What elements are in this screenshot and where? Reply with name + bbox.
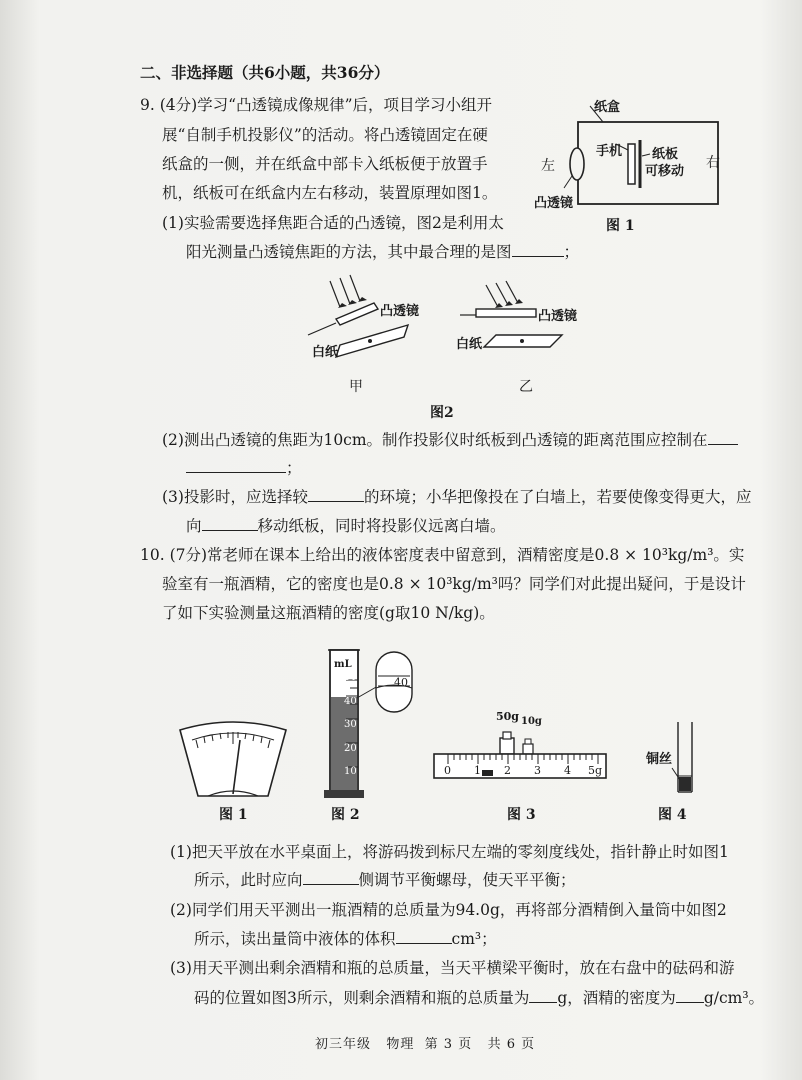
q9-line-2: 展“自制手机投影仪”的活动。将凸透镜固定在硬 [162,126,488,144]
q10-part3-line-2: 码的位置如图3所示，则剩余酒精和瓶的总质量为 g，酒精的密度为 g/cm³。 [194,989,765,1007]
q9-part2-line-2: ； [186,458,302,478]
answer-blank[interactable] [202,516,258,531]
fig1-left-label: 左 [541,158,555,174]
q9-figure-2 [300,275,600,375]
fig2-name-a: 甲 [349,379,363,395]
q10-figure-1-dial [178,720,288,800]
answer-blank[interactable] [512,242,564,257]
scale-tick-1: 1 [474,764,481,777]
q10-figure-4-tube [672,718,702,798]
answer-blank[interactable] [708,430,738,445]
scale-tick-3: 3 [534,764,541,777]
q9-line-1: 9. (4分)学习“凸透镜成像规律”后，项目学习小组开 [140,96,493,114]
fig2-paper-b-label: 白纸 [456,337,483,352]
fig2-lens-b-label: 凸透镜 [538,309,578,324]
q10-line-1: 10. (7分)常老师在课本上给出的液体密度表中留意到，酒精密度是0.8 × 10³kg/m³。实 [140,546,745,564]
q10-cap-2: 图 2 [331,807,360,823]
q9-part3-line-1: (3)投影时，应选择较 的环境；小华把像投在了白墙上，若要使像变得更大，应 [162,488,752,506]
q9-part1-line-2: 阳光测量凸透镜焦距的方法，其中最合理的是图 ； [186,243,580,261]
cylinder-tick-20: 20 [344,743,357,754]
section-title: 二、非选择题（共6小题，共36分） [140,63,390,82]
q10-part1-line-2: 所示，此时应向 侧调节平衡螺母，使天平平衡； [194,871,576,889]
q9-part2-line-1: (2)测出凸透镜的焦距为10cm。制作投影仪时纸板到凸透镜的距离范围应控制在 [162,430,738,450]
q10-part1-line-1: (1)把天平放在水平桌面上，将游码拨到标尺左端的零刻度线处，指针静止时如图1 [170,843,729,861]
fig1-box-label: 纸盒 [594,100,621,115]
fig1-phone-label: 手机 [596,144,623,159]
q10-line-2: 验室有一瓶酒精，它的密度也是0.8 × 10³kg/m³吗？同学们对此提出疑问，于是设计 [162,575,746,593]
cylinder-tick-10: 10 [344,766,357,777]
cylinder-tick-50: 50 [344,672,357,683]
q10-part2-line-2: 所示，读出量筒中液体的体积 cm³； [194,930,497,948]
wire-label: 铜丝 [646,752,673,767]
answer-blank[interactable] [676,988,704,1003]
page-footer: 初三年级 物理 第 3 页 共 6 页 [315,1037,536,1052]
answer-blank[interactable] [186,458,286,473]
answer-blank[interactable] [308,487,364,502]
fig2-name-b: 乙 [519,379,533,395]
fig2-lens-a-label: 凸透镜 [380,304,420,319]
scale-tick-0: 0 [444,764,451,777]
cylinder-tick-30: 30 [344,719,357,730]
q10-part3-line-1: (3)用天平测出剩余酒精和瓶的总质量，当天平横梁平衡时，放在右盘中的砝码和游 [170,959,735,977]
weight-10g-label: 10g [521,716,542,727]
scale-tick-4: 4 [564,764,571,777]
cylinder-unit: mL [334,659,352,670]
fig1-board-label-1: 纸板 [652,147,679,162]
fig1-lens-label: 凸透镜 [534,196,574,211]
zoom-value: 40 [394,676,408,689]
cylinder-tick-40: 40 [344,696,357,707]
answer-blank[interactable] [396,929,452,944]
q9-part3-line-2: 向 移动纸板，同时将投影仪远离白墙。 [186,517,506,535]
fig2-caption: 图2 [430,405,454,421]
scale-tick-2: 2 [504,764,511,777]
q9-line-4: 机，纸板可在纸盒内左右移动，装置原理如图1。 [162,184,498,202]
scale-tick-5g: 5g [588,764,603,777]
answer-blank[interactable] [529,988,557,1003]
fig1-right-label: 右 [706,155,720,171]
rider-marker [482,770,493,776]
q10-line-3: 了如下实验测量这瓶酒精的密度(g取10 N/kg)。 [162,604,495,622]
answer-blank[interactable] [303,870,359,885]
q10-cap-3: 图 3 [507,807,536,823]
q9-part1-line-1: (1)实验需要选择焦距合适的凸透镜，图2是利用太 [162,214,504,232]
q10-part2-line-1: (2)同学们用天平测出一瓶酒精的总质量为94.0g，再将部分酒精倒入量筒中如图2 [170,901,727,919]
q9-line-3: 纸盒的一侧，并在纸盒中部卡入纸板便于放置手 [162,155,488,173]
q10-cap-4: 图 4 [658,807,687,823]
q10-figure-3-scale [430,720,610,785]
q10-cap-1: 图 1 [219,807,248,823]
fig2-paper-a-label: 白纸 [312,345,339,360]
fig1-caption: 图 1 [606,218,635,234]
weight-50g-label: 50g [496,710,519,723]
fig1-board-label-2: 可移动 [645,164,685,179]
